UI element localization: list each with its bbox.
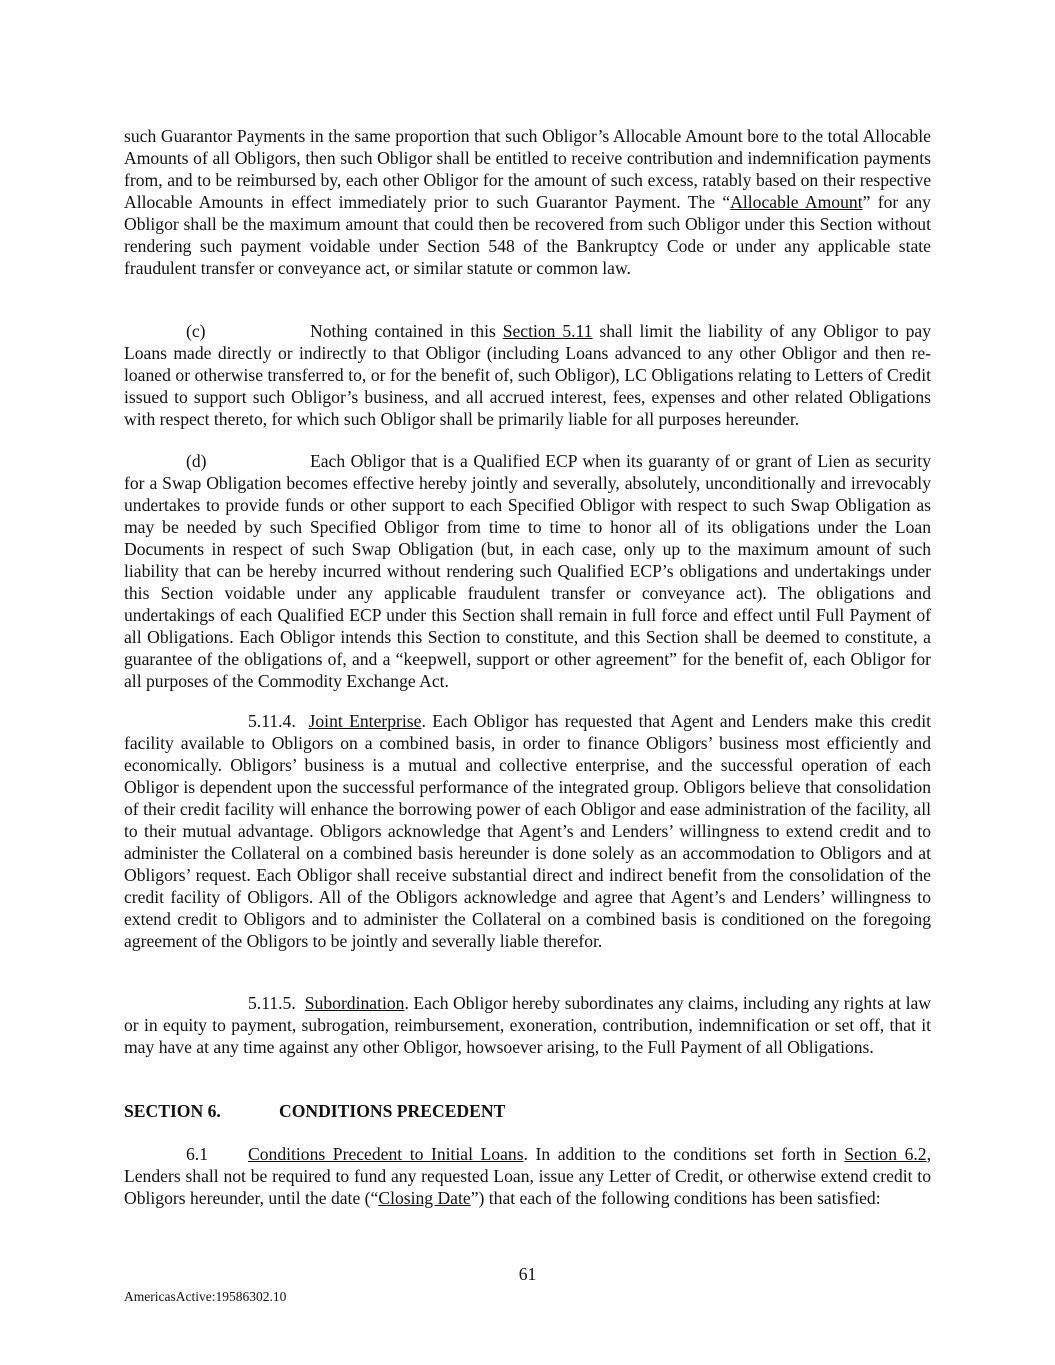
paragraph-5-11-4: 5.11.4. Joint Enterprise. Each Obligor has requested that Agent and Lenders make this credit facility available to Obligors on a combined basis, in order to finance Obligors’ business most efficiently and economically. Obligors’ business is a mutual and collective enterprise, and the successful operation of each Obligor is dependent upon the successful performance of the integrated group. Obligors believe that consolidation of their credit facility will enhance the borrowing power of each Obligor and ease administration of the facility, all to their mutual advantage. Obligors acknowledge that Agent’s and Lenders’ willingness to extend credit and to administer the Collateral on a combined basis hereunder is done solely as an accommodation to Obligors and at Obligors’ request. Each Obligor shall receive substantial direct and indirect benefit from the consolidation of the credit facility of Obligors. All of the Obligors acknowledge and agree that Agent’s and Lenders’ willingness to extend credit to Obligors and to administer the Collateral on a combined basis is conditioned on the foregoing agreement of the Obligors to be jointly and severally liable therefor. xyxy=(124,711,931,951)
section-number-6-1: 6.1 xyxy=(186,1144,208,1164)
paragraph-d: (d) Each Obligor that is a Qualified ECP when its guaranty of or grant of Lien as security for a Swap Obligation becomes effective hereby jointly and severally, absolutely, unconditionally and irrevocably undertakes to provide funds or other support to each Specified Obligor with respect to such Swap Obligation as may be needed by such Specified Obligor from time to time to honor all of its obligations under the Loan Documents in respect of such Swap Obligation (but, in each case, only up to the maximum amount of such liability that can be hereby incurred without rendering such Qualified ECP’s obligations and undertakings under this Section voidable under any applicable fraudulent transfer or conveyance act). The obligations and undertakings of each Qualified ECP under this Section shall remain in full force and effect until Full Payment of all Obligations. Each Obligor intends this Section to constitute, and this Section shall be deemed to constitute, a guarantee of the obligations of, and a “keepwell, support or other agreement” for the benefit of, each Obligor for all purposes of the Commodity Exchange Act. xyxy=(124,451,931,691)
paragraph-c: (c) Nothing contained in this Section 5.11 shall limit the liability of any Obligor to pay Loans made directly or indirectly to that Obligor (including Loans advanced to any other Obligor and then re-loaned or otherwise transferred to, or for the benefit of, such Obligor), LC Obligations relating to Letters of Credit issued to support such Obligor’s business, and all accrued interest, fees, expenses and other related Obligations with respect thereto, for which such Obligor shall be primarily liable for all purposes hereunder. xyxy=(124,321,932,429)
section-6-title: CONDITIONS PRECEDENT xyxy=(279,1101,506,1121)
section-6-heading xyxy=(124,1100,505,1122)
paragraph-allocable-amount: such Guarantor Payments in the same proportion that such Obligor’s Allocable Amount bore to the total Allocable Amounts of all Obligors, then such Obligor shall be entitled to receive contribution and indemnification payments from, and to be reimbursed by, each other Obligor for the amount of such excess, ratably based on their respective Allocable Amounts in effect immediately prior to such Guarantor Payment. The “Allocable Amount” for any Obligor shall be the maximum amount that could then be recovered from such Obligor under this Section without rendering such payment voidable under Section 548 of the Bankruptcy Code or under any applicable state fraudulent transfer or conveyance act, or similar statute or common law. xyxy=(124,126,931,278)
section-number-5-11-4: 5.11.4. xyxy=(248,711,296,731)
clause-label-d: (d) xyxy=(186,451,207,471)
defined-term-allocable-amount: Allocable Amount xyxy=(730,192,863,212)
document-footer-id: AmericasActive:19586302.10 xyxy=(124,1289,287,1304)
cross-reference-section-5-11: Section 5.11 xyxy=(502,321,593,341)
section-6-number: SECTION 6. xyxy=(124,1101,221,1121)
paragraph-5-11-5: 5.11.5. Subordination. Each Obligor hereby subordinates any claims, including any rights at law or in equity to payment, subrogation, reimbursement, exoneration, contribution, indemnification or set off, that it may have at any time against any other Obligor, howsoever arising, to the Full Payment of all Obligations. xyxy=(124,993,931,1057)
defined-term-closing-date: Closing Date xyxy=(378,1188,471,1208)
paragraph-6-1: 6.1 Conditions Precedent to Initial Loans. In addition to the conditions set forth in Section 6.2, Lenders shall not be required to fund any requested Loan, issue any Letter of Credit, or otherwise extend credit to Obligors hereunder, until the date (“Closing Date”) that each of the following conditions has been satisfied: xyxy=(124,1144,931,1208)
clause-label-c: (c) xyxy=(186,321,206,341)
section-number-5-11-5: 5.11.5. xyxy=(248,993,296,1013)
section-title-conditions-precedent-initial-loans: Conditions Precedent to Initial Loans xyxy=(248,1144,524,1164)
section-title-joint-enterprise: Joint Enterprise xyxy=(308,711,422,731)
section-title-subordination: Subordination xyxy=(304,993,405,1013)
cross-reference-section-6-2: Section 6.2 xyxy=(844,1144,927,1164)
page-number: 61 xyxy=(518,1264,537,1284)
